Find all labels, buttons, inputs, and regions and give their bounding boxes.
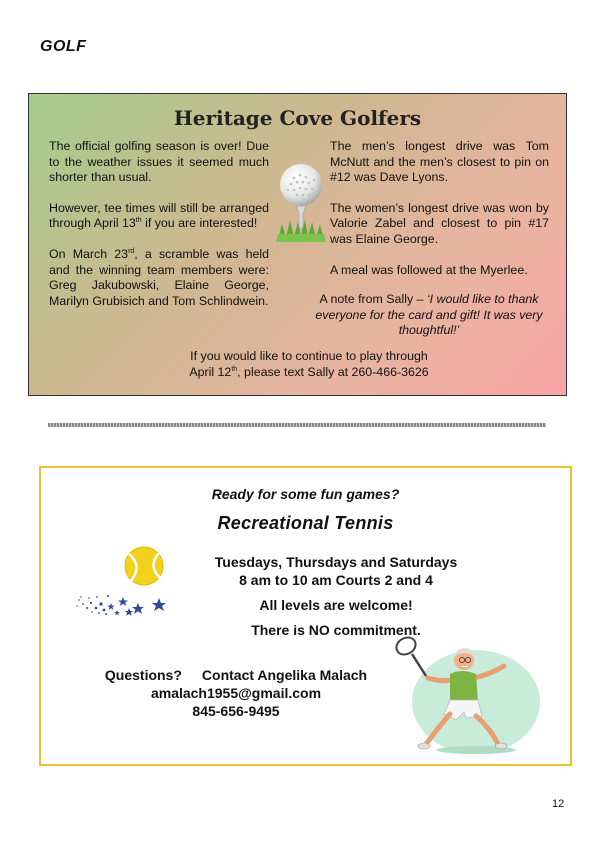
tennis-days: Tuesdays, Thursdays and Saturdays	[214, 554, 458, 570]
golf-meal-note: A meal was followed at the Myerlee.	[330, 262, 528, 277]
golf-footer	[169, 349, 449, 380]
tennis-title: Recreational Tennis	[217, 513, 394, 533]
page-number: 12	[552, 798, 565, 810]
sally-note-intro: A note from Sally –	[319, 292, 427, 306]
golf-ball-icon	[274, 162, 328, 244]
golf-tee-times-paragraph: However, tee times will still be arranged through April 13th if you are interested!	[49, 200, 269, 231]
tennis-contact	[71, 666, 401, 720]
contact-name: Contact Angelika Malach	[201, 667, 368, 683]
sally-quote: ‘I would like to thank everyone for the card and gift! It was very thoughtful!’	[315, 292, 543, 338]
golf-women-results: The women’s longest drive was won by Valorie Zabel and closest to pin #17 was Elaine George.	[330, 200, 549, 246]
golf-scramble-paragraph: On March 23rd, a scramble was held and the winning team members were: Greg Jakubowski, Elaine George, Marilyn Grubisich and Tom Schlindwein.	[49, 246, 269, 308]
tennis-levels: All levels are welcome!	[259, 597, 413, 613]
golf-men-results: The men’s longest drive was Tom McNutt and the men’s closest to pin on #12 was Dave Lyons.	[330, 139, 549, 185]
contact-label: Questions?	[104, 667, 182, 683]
section-label: GOLF	[40, 38, 87, 55]
golf-season-paragraph: The official golfing season is over! Due to the weather issues it seemed much shorter than usual.	[49, 139, 269, 185]
golf-right-column	[330, 139, 549, 293]
golf-left-column	[49, 139, 269, 324]
contact-line	[71, 666, 401, 684]
contact-phone: 845-656-9495	[192, 703, 280, 719]
golf-footer-line2: April 12th, please text Sally at 260-466-3626	[189, 364, 429, 379]
contact-email: amalach1955@gmail.com	[150, 685, 322, 701]
tennis-ball-icon	[71, 546, 171, 618]
tennis-player-icon	[386, 636, 546, 756]
sally-note	[314, 292, 544, 339]
golf-news-box	[28, 93, 567, 396]
tennis-time-courts: 8 am to 10 am Courts 2 and 4	[239, 572, 433, 588]
section-divider	[48, 423, 546, 427]
tennis-box	[39, 466, 572, 766]
tennis-lead: Ready for some fun games?	[211, 486, 400, 502]
tennis-commitment: There is NO commitment.	[251, 622, 421, 638]
golf-footer-line1: If you would like to continue to play through	[190, 349, 428, 363]
golf-title: Heritage Cove Golfers	[173, 106, 422, 130]
